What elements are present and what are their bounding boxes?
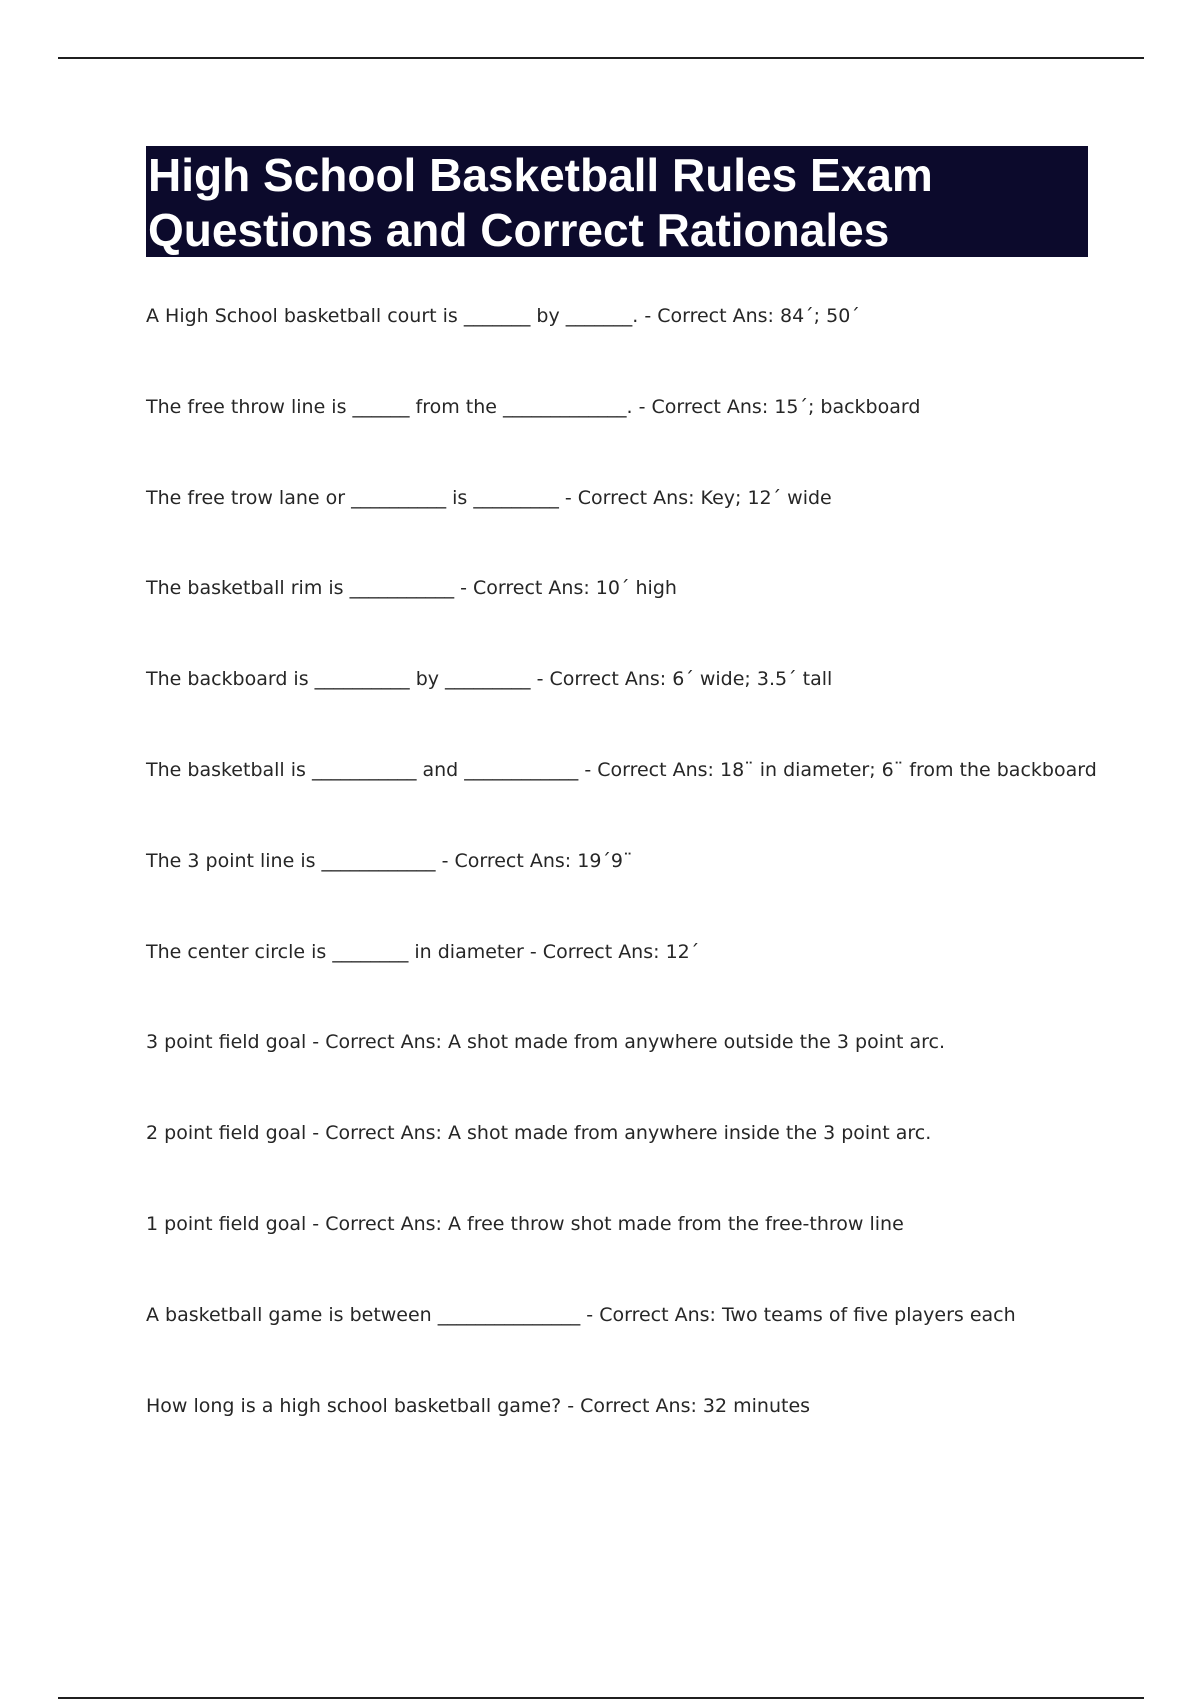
qa-item-basketball-size: The basketball is ___________ and ____________ - Correct Ans: 18¨ in diameter; 6¨ from the backboard [146, 758, 1097, 781]
document-title-banner [146, 146, 1088, 257]
top-divider [58, 57, 1144, 59]
qa-item-backboard-size: The backboard is __________ by _________ - Correct Ans: 6´ wide; 3.5´ tall [146, 668, 833, 691]
qa-item-free-throw-lane: The free trow lane or __________ is _________ - Correct Ans: Key; 12´ wide [146, 486, 832, 509]
qa-item-center-circle: The center circle is ________ in diameter - Correct Ans: 12´ [146, 940, 700, 963]
qa-item-two-point-goal: 2 point field goal - Correct Ans: A shot made from anywhere inside the 3 point arc. [146, 1122, 932, 1145]
bottom-divider [58, 1697, 1144, 1699]
qa-item-game-length: How long is a high school basketball game? - Correct Ans: 32 minutes [146, 1394, 811, 1417]
qa-item-three-point-line: The 3 point line is ____________ - Correct Ans: 19´9¨ [146, 849, 633, 872]
qa-item-free-throw-line: The free throw line is ______ from the _____________. - Correct Ans: 15´; backboard [146, 395, 921, 418]
qa-item-court-size: A High School basketball court is _______ by _______. - Correct Ans: 84´; 50´ [146, 305, 860, 327]
qa-item-game-teams: A basketball game is between _______________ - Correct Ans: Two teams of five players each [146, 1303, 1016, 1326]
document-title-line-1: High School Basketball Rules Exam [148, 149, 933, 201]
question-answer-list [146, 298, 1146, 1478]
qa-item-rim-height: The basketball rim is ___________ - Correct Ans: 10´ high [146, 577, 677, 600]
qa-item-three-point-goal: 3 point field goal - Correct Ans: A shot made from anywhere outside the 3 point arc. [146, 1031, 946, 1054]
qa-item-one-point-goal: 1 point field goal - Correct Ans: A free throw shot made from the free-throw line [146, 1212, 904, 1235]
document-title-line-2: Questions and Correct Rationales [148, 204, 890, 256]
